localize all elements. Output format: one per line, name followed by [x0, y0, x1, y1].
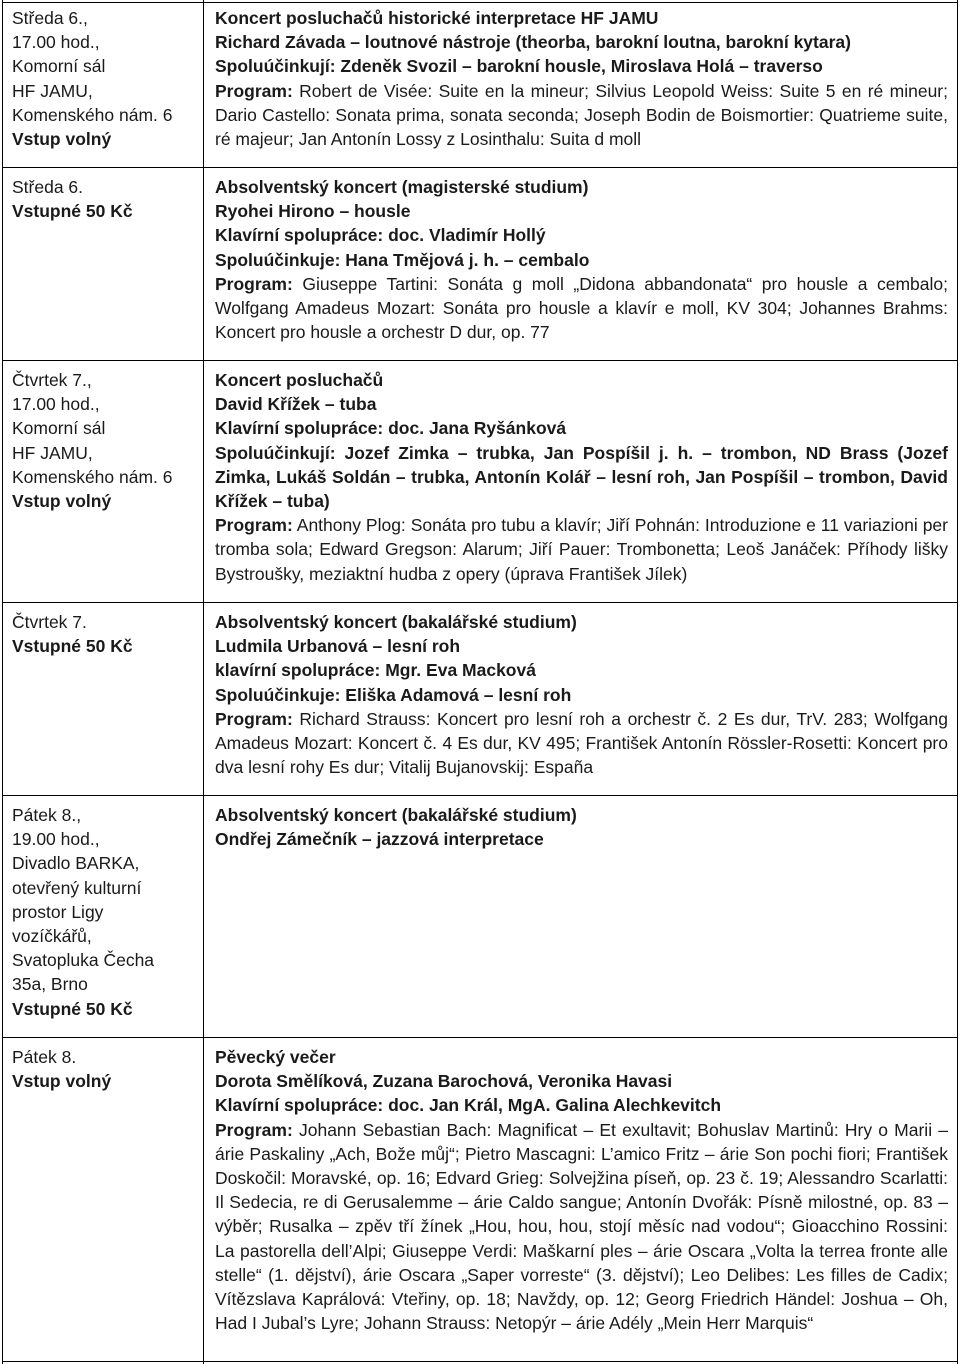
event-date-cell [12, 610, 198, 658]
event-admission: Vstupné 50 Kč [12, 201, 133, 222]
event-date-cell [12, 1045, 198, 1093]
event-performer: Dorota Smělíková, Zuzana Barochová, Veronika Havasi [215, 1071, 673, 1092]
program-label: Program: [215, 708, 293, 729]
event-admission: Vstupné 50 Kč [12, 636, 133, 657]
event-program [215, 272, 948, 345]
event-time: 17.00 hod., [12, 32, 100, 53]
program-text: Anthony Plog: Sonáta pro tubu a klavír; Jiří Pohnán: Introduzione e 11 variazioni per tromba sola; Edward Gregson: Alarum; Jiří Pauer: Trombonetta; Leoš Janáček: Příhody lišky Bystroušky, meziaktní hudba z opery (úprava František Jílek) [215, 515, 948, 584]
row-border [2, 360, 958, 361]
event-program [215, 79, 948, 152]
event-date-cell [12, 368, 198, 513]
event-time: 17.00 hod., [12, 394, 100, 415]
event-guests: Spoluúčinkují: Jozef Zimka – trubka, Jan Pospíšil j. h. – trombon, ND Brass (Jozef Zimka, Lukáš Soldán – trubka, Antonín Kolář – lesní roh, Jan Pospíšil – trombon, David Křížek – tuba) [215, 442, 948, 512]
program-text: Robert de Visée: Suite en la mineur; Silvius Leopold Weiss: Suite 5 en ré mineur; Dario Castello: Sonata prima, sonata seconda; Joseph Bodin de Boismortier: Quatrieme suite, ré majeur; Jan Antonín Lossy z Losinthalu: Suita d moll [215, 80, 948, 150]
event-venue: otevřený kulturní [12, 877, 142, 898]
event-title: Absolventský koncert (bakalářské studium) [215, 612, 577, 632]
event-details-cell [215, 1045, 948, 1335]
event-program [215, 707, 948, 780]
event-piano-accompaniment: Klavírní spolupráce: doc. Vladimír Hollý [215, 225, 546, 246]
event-venue: HF JAMU, [12, 442, 93, 463]
event-details-cell [215, 610, 948, 779]
event-title: Absolventský koncert (bakalářské studium) [215, 805, 577, 825]
event-performer: David Křížek – tuba [215, 394, 377, 415]
event-venue: prostor Ligy [12, 901, 104, 922]
event-piano-accompaniment: Klavírní spolupráce: doc. Jana Ryšánková [215, 418, 567, 439]
event-performer: Ludmila Urbanová – lesní roh [215, 636, 461, 657]
event-admission: Vstup volný [12, 491, 112, 512]
event-address: Svatopluka Čecha [12, 950, 155, 971]
event-admission: Vstup volný [12, 129, 112, 150]
row-border [2, 795, 958, 796]
event-day: Čtvrtek 7., [12, 370, 92, 390]
event-time: 19.00 hod., [12, 829, 100, 850]
event-day: Středa 6. [12, 177, 84, 197]
event-piano-accompaniment: Klavírní spolupráce: doc. Jan Král, MgA. Galina Alechkevitch [215, 1095, 722, 1116]
event-admission: Vstup volný [12, 1071, 112, 1092]
event-day: Čtvrtek 7. [12, 612, 87, 632]
event-performer: Ondřej Zámečník – jazzová interpretace [215, 829, 544, 850]
event-day: Pátek 8., [12, 805, 82, 825]
row-border [2, 167, 958, 168]
row-border [2, 2, 958, 3]
event-venue: Komorní sál [12, 418, 106, 439]
event-title: Koncert posluchačů historické interpretace HF JAMU [215, 8, 659, 28]
program-label: Program: [215, 80, 293, 101]
program-label: Program: [215, 273, 293, 294]
program-label: Program: [215, 1119, 293, 1140]
program-text: Johann Sebastian Bach: Magnificat – Et exultavit; Bohuslav Martinů: Hry o Marii – árie Paskaliny „Ach, Bože můj“; Pietro Mascagni: L’amico Fritz – árie Son pochi fiori; František Doskočil: Moravské, op. 16; Edvard Grieg: Solvejžina píseň, op. 23 č. 19; Alessandro Scarlatti: Il Sedecia, re di Gerusalemme – árie Caldo sangue; Antonín Dvořák: Písně milostné, op. 83 – výběr; Rusalka – zpěv tří žínek „Hou, hou, hou, stojí měsíc nad vodou“; Gioacchino Rossini: La pastorella dell’Alpi; Giuseppe Verdi: Maškarní ples – árie Oscara „Volta la terrea fronte alle stelle“ (1. dějství), árie Oscara „Saper vorreste“ (3. dějství); Leo Delibes: Les filles de Cadix; Vítězslava Kaprálová: Vteřiny, op. 18; Navždy, op. 12; Georg Friedrich Händel: Joshua – Oh, Had I Jubal’s Lyre; Johann Strauss: Netopýr – árie Adély „Mein Herr Marquis“ [215, 1119, 948, 1334]
event-venue: Divadlo BARKA, [12, 853, 140, 874]
event-program [215, 1118, 948, 1336]
event-guests: Spoluúčinkují: Zdeněk Svozil – barokní housle, Miroslava Holá – traverso [215, 56, 823, 77]
event-details-cell [215, 803, 948, 851]
row-border [2, 602, 958, 603]
row-border [2, 1361, 958, 1362]
event-title: Pěvecký večer [215, 1047, 336, 1067]
event-piano-accompaniment: klavírní spolupráce: Mgr. Eva Macková [215, 660, 536, 681]
event-title: Absolventský koncert (magisterské studium) [215, 177, 589, 197]
table-border-right [957, 0, 958, 1364]
event-title: Koncert posluchačů [215, 370, 384, 390]
event-address: Komenského nám. 6 [12, 104, 173, 125]
program-text: Giuseppe Tartini: Sonáta g moll „Didona abbandonata“ pro housle a cembalo; Wolfgang Amadeus Mozart: Sonáta pro housle a klavír e moll, KV 304; Johannes Brahms: Koncert pro housle a orchestr D dur, op. 77 [215, 273, 948, 343]
event-date-cell [12, 175, 198, 223]
event-address: Komenského nám. 6 [12, 466, 173, 487]
event-date-cell [12, 6, 198, 151]
event-performer: Richard Závada – loutnové nástroje (theorba, barokní loutna, barokní kytara) [215, 32, 851, 53]
event-guests: Spoluúčinkuje: Hana Tmějová j. h. – cembalo [215, 249, 590, 270]
program-text: Richard Strauss: Koncert pro lesní roh a orchestr č. 2 Es dur, TrV. 283; Wolfgang Amadeus Mozart: Koncert č. 4 Es dur, KV 495; František Antonín Rössler-Rosetti: Koncert pro dva lesní rohy Es dur; Vitalij Bujanovskij: España [215, 708, 948, 778]
event-performer: Ryohei Hirono – housle [215, 201, 411, 222]
row-border [2, 1037, 958, 1038]
event-program [215, 513, 948, 586]
event-guests: Spoluúčinkuje: Eliška Adamová – lesní roh [215, 684, 572, 705]
event-details-cell [215, 6, 948, 151]
event-details-cell [215, 175, 948, 344]
event-day: Pátek 8. [12, 1047, 77, 1067]
event-venue: Komorní sál [12, 56, 106, 77]
event-venue: vozíčkářů, [12, 926, 92, 947]
event-details-cell [215, 368, 948, 586]
event-address: 35a, Brno [12, 974, 88, 995]
event-admission: Vstupné 50 Kč [12, 998, 133, 1019]
program-label: Program: [215, 515, 293, 536]
table-border-left [2, 0, 3, 1364]
event-venue: HF JAMU, [12, 80, 93, 101]
column-divider [203, 0, 204, 1364]
event-day: Středa 6., [12, 8, 88, 28]
event-date-cell [12, 803, 198, 1021]
